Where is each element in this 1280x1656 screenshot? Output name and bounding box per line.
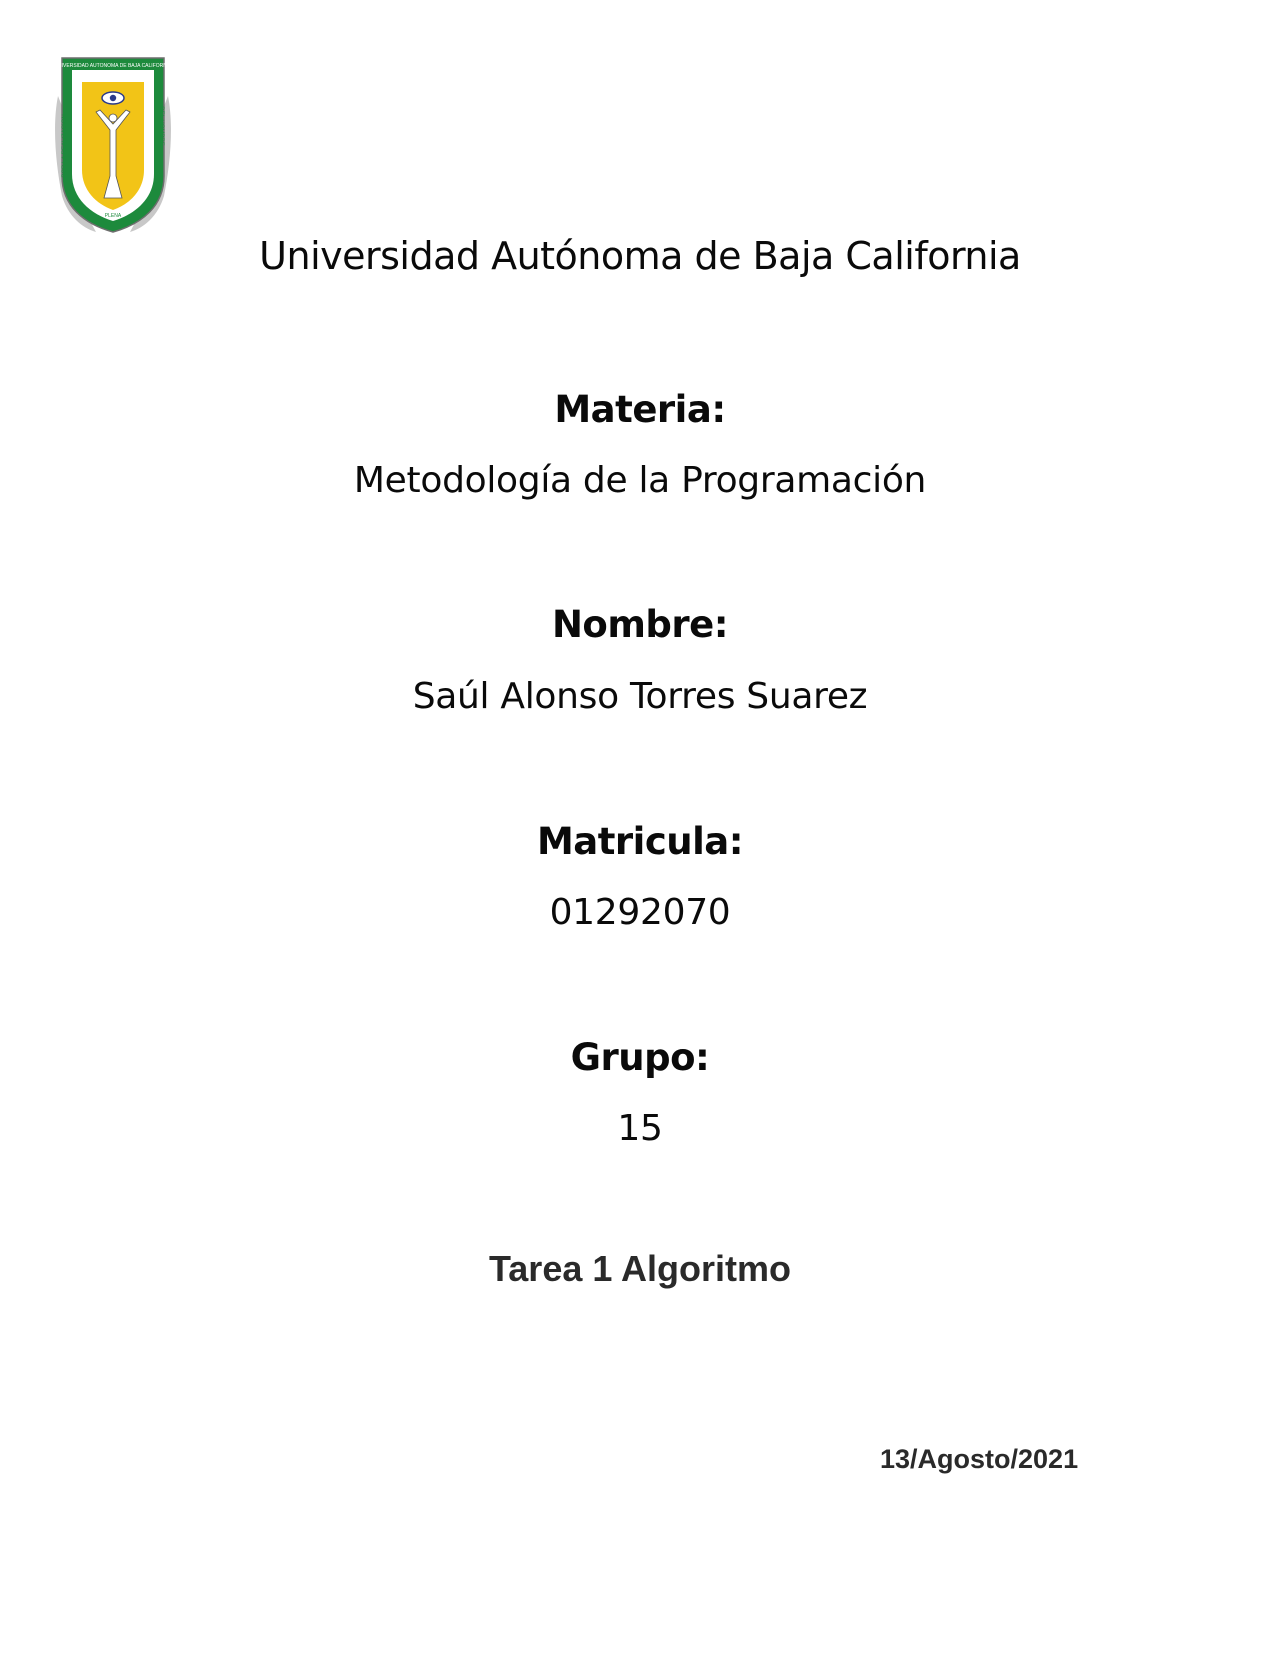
assignment-title: Tarea 1 Algoritmo xyxy=(488,1248,792,1289)
matricula-value: 01292070 xyxy=(549,892,731,933)
grupo-value: 15 xyxy=(617,1108,663,1149)
matricula-label: Matricula: xyxy=(536,820,744,863)
materia-label: Materia: xyxy=(554,388,726,431)
nombre-value: Saúl Alonso Torres Suarez xyxy=(412,676,868,717)
university-logo xyxy=(52,56,174,234)
logo-top-text: UNIVERSIDAD AUTONOMA DE BAJA CALIFORNIA xyxy=(54,63,172,69)
svg-text:DEL HOMBRE: DEL HOMBRE xyxy=(158,106,164,146)
document-date: 13/Agosto/2021 xyxy=(880,1444,1079,1474)
svg-text:POR LA REALIZACION: POR LA REALIZACION xyxy=(62,114,68,178)
svg-text:PLENA: PLENA xyxy=(104,213,122,219)
materia-value: Metodología de la Programación xyxy=(353,460,927,501)
grupo-label: Grupo: xyxy=(570,1036,710,1079)
nombre-label: Nombre: xyxy=(551,603,729,646)
university-name: Universidad Autónoma de Baja California xyxy=(259,234,1021,278)
